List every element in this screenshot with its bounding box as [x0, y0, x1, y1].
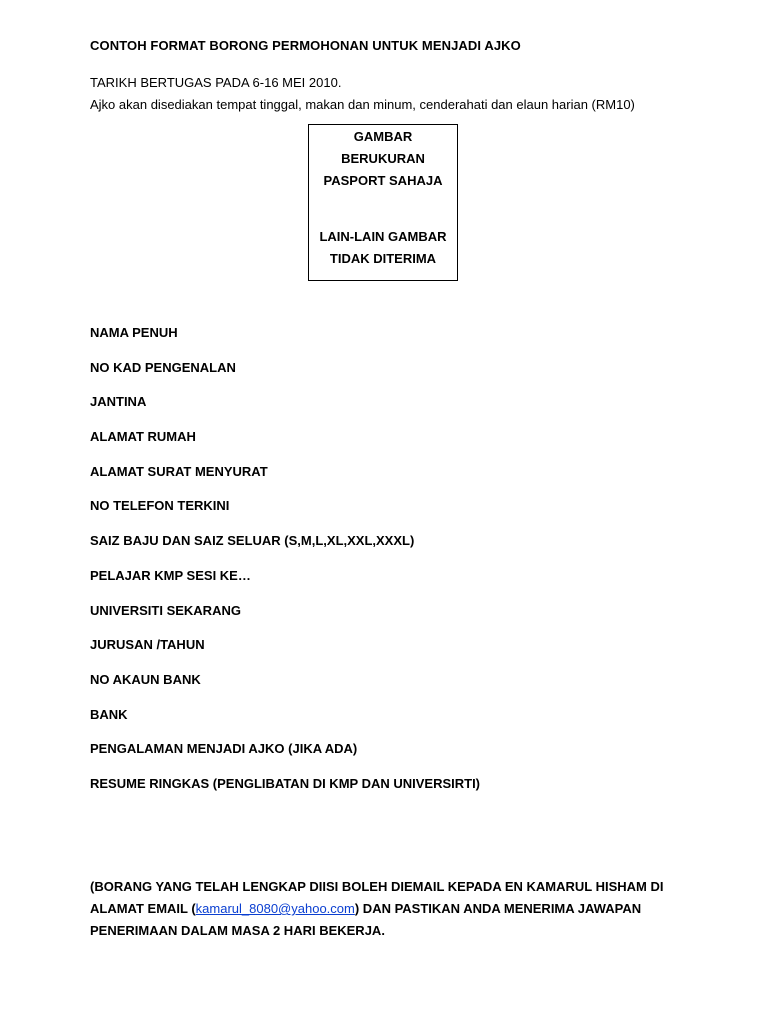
- form-field-label: NO KAD PENGENALAN: [90, 359, 236, 375]
- photo-box-line: PASPORT SAHAJA: [323, 173, 443, 188]
- instructions-text-start: (BORANG YANG TELAH LENGKAP DIISI BOLEH DIEMAIL KEPADA EN KAMARUL HISHAM DI ALAMAT EMAIL (: [90, 879, 664, 916]
- form-field-label: RESUME RINGKAS (PENGLIBATAN DI KMP DAN UNIVERSIRTI): [90, 775, 481, 791]
- form-field-label: NO AKAUN BANK: [90, 671, 201, 687]
- document-title: CONTOH FORMAT BORONG PERMOHONAN UNTUK MENJADI AJKO: [90, 38, 521, 53]
- form-field-label: SAIZ BAJU DAN SAIZ SELUAR (S,M,L,XL,XXL,XXXL): [90, 533, 415, 549]
- instructions-text-end: ) DAN PASTIKAN ANDA MENERIMA JAWAPAN PENERIMAAN DALAM MASA 2 HARI BEKERJA.: [90, 901, 642, 938]
- form-field-label: PELAJAR KMP SESI KE…: [90, 567, 251, 583]
- form-field-label: UNIVERSITI SEKARANG: [90, 602, 241, 618]
- form-field-label: ALAMAT RUMAH: [90, 429, 196, 445]
- duty-date-line: TARIKH BERTUGAS PADA 6-16 MEI 2010.: [90, 75, 342, 90]
- photo-box-line: TIDAK DITERIMA: [329, 251, 437, 266]
- passport-photo-box: [308, 124, 458, 281]
- form-field-label: ALAMAT SURAT MENYURAT: [90, 463, 268, 479]
- submission-instructions: [90, 876, 690, 942]
- photo-box-line: LAIN-LAIN GAMBAR: [319, 229, 447, 244]
- form-field-label: JURUSAN /TAHUN: [90, 637, 205, 653]
- photo-box-line: BERUKURAN: [341, 151, 425, 166]
- form-field-label: BANK: [90, 706, 128, 722]
- form-field-list: [90, 323, 480, 809]
- photo-box-line: GAMBAR: [353, 129, 413, 144]
- benefits-line: Ajko akan disediakan tempat tinggal, makan dan minum, cenderahati dan elaun harian (RM10): [90, 97, 635, 112]
- form-field-label: PENGALAMAN MENJADI AJKO (JIKA ADA): [90, 741, 358, 757]
- email-link[interactable]: kamarul_8080@yahoo.com: [195, 901, 355, 916]
- form-field-label: JANTINA: [90, 394, 147, 410]
- photo-box-spacer: [309, 192, 457, 226]
- form-field-label: NAMA PENUH: [90, 325, 178, 340]
- form-field-label: NO TELEFON TERKINI: [90, 498, 230, 514]
- intro-block: [90, 72, 635, 116]
